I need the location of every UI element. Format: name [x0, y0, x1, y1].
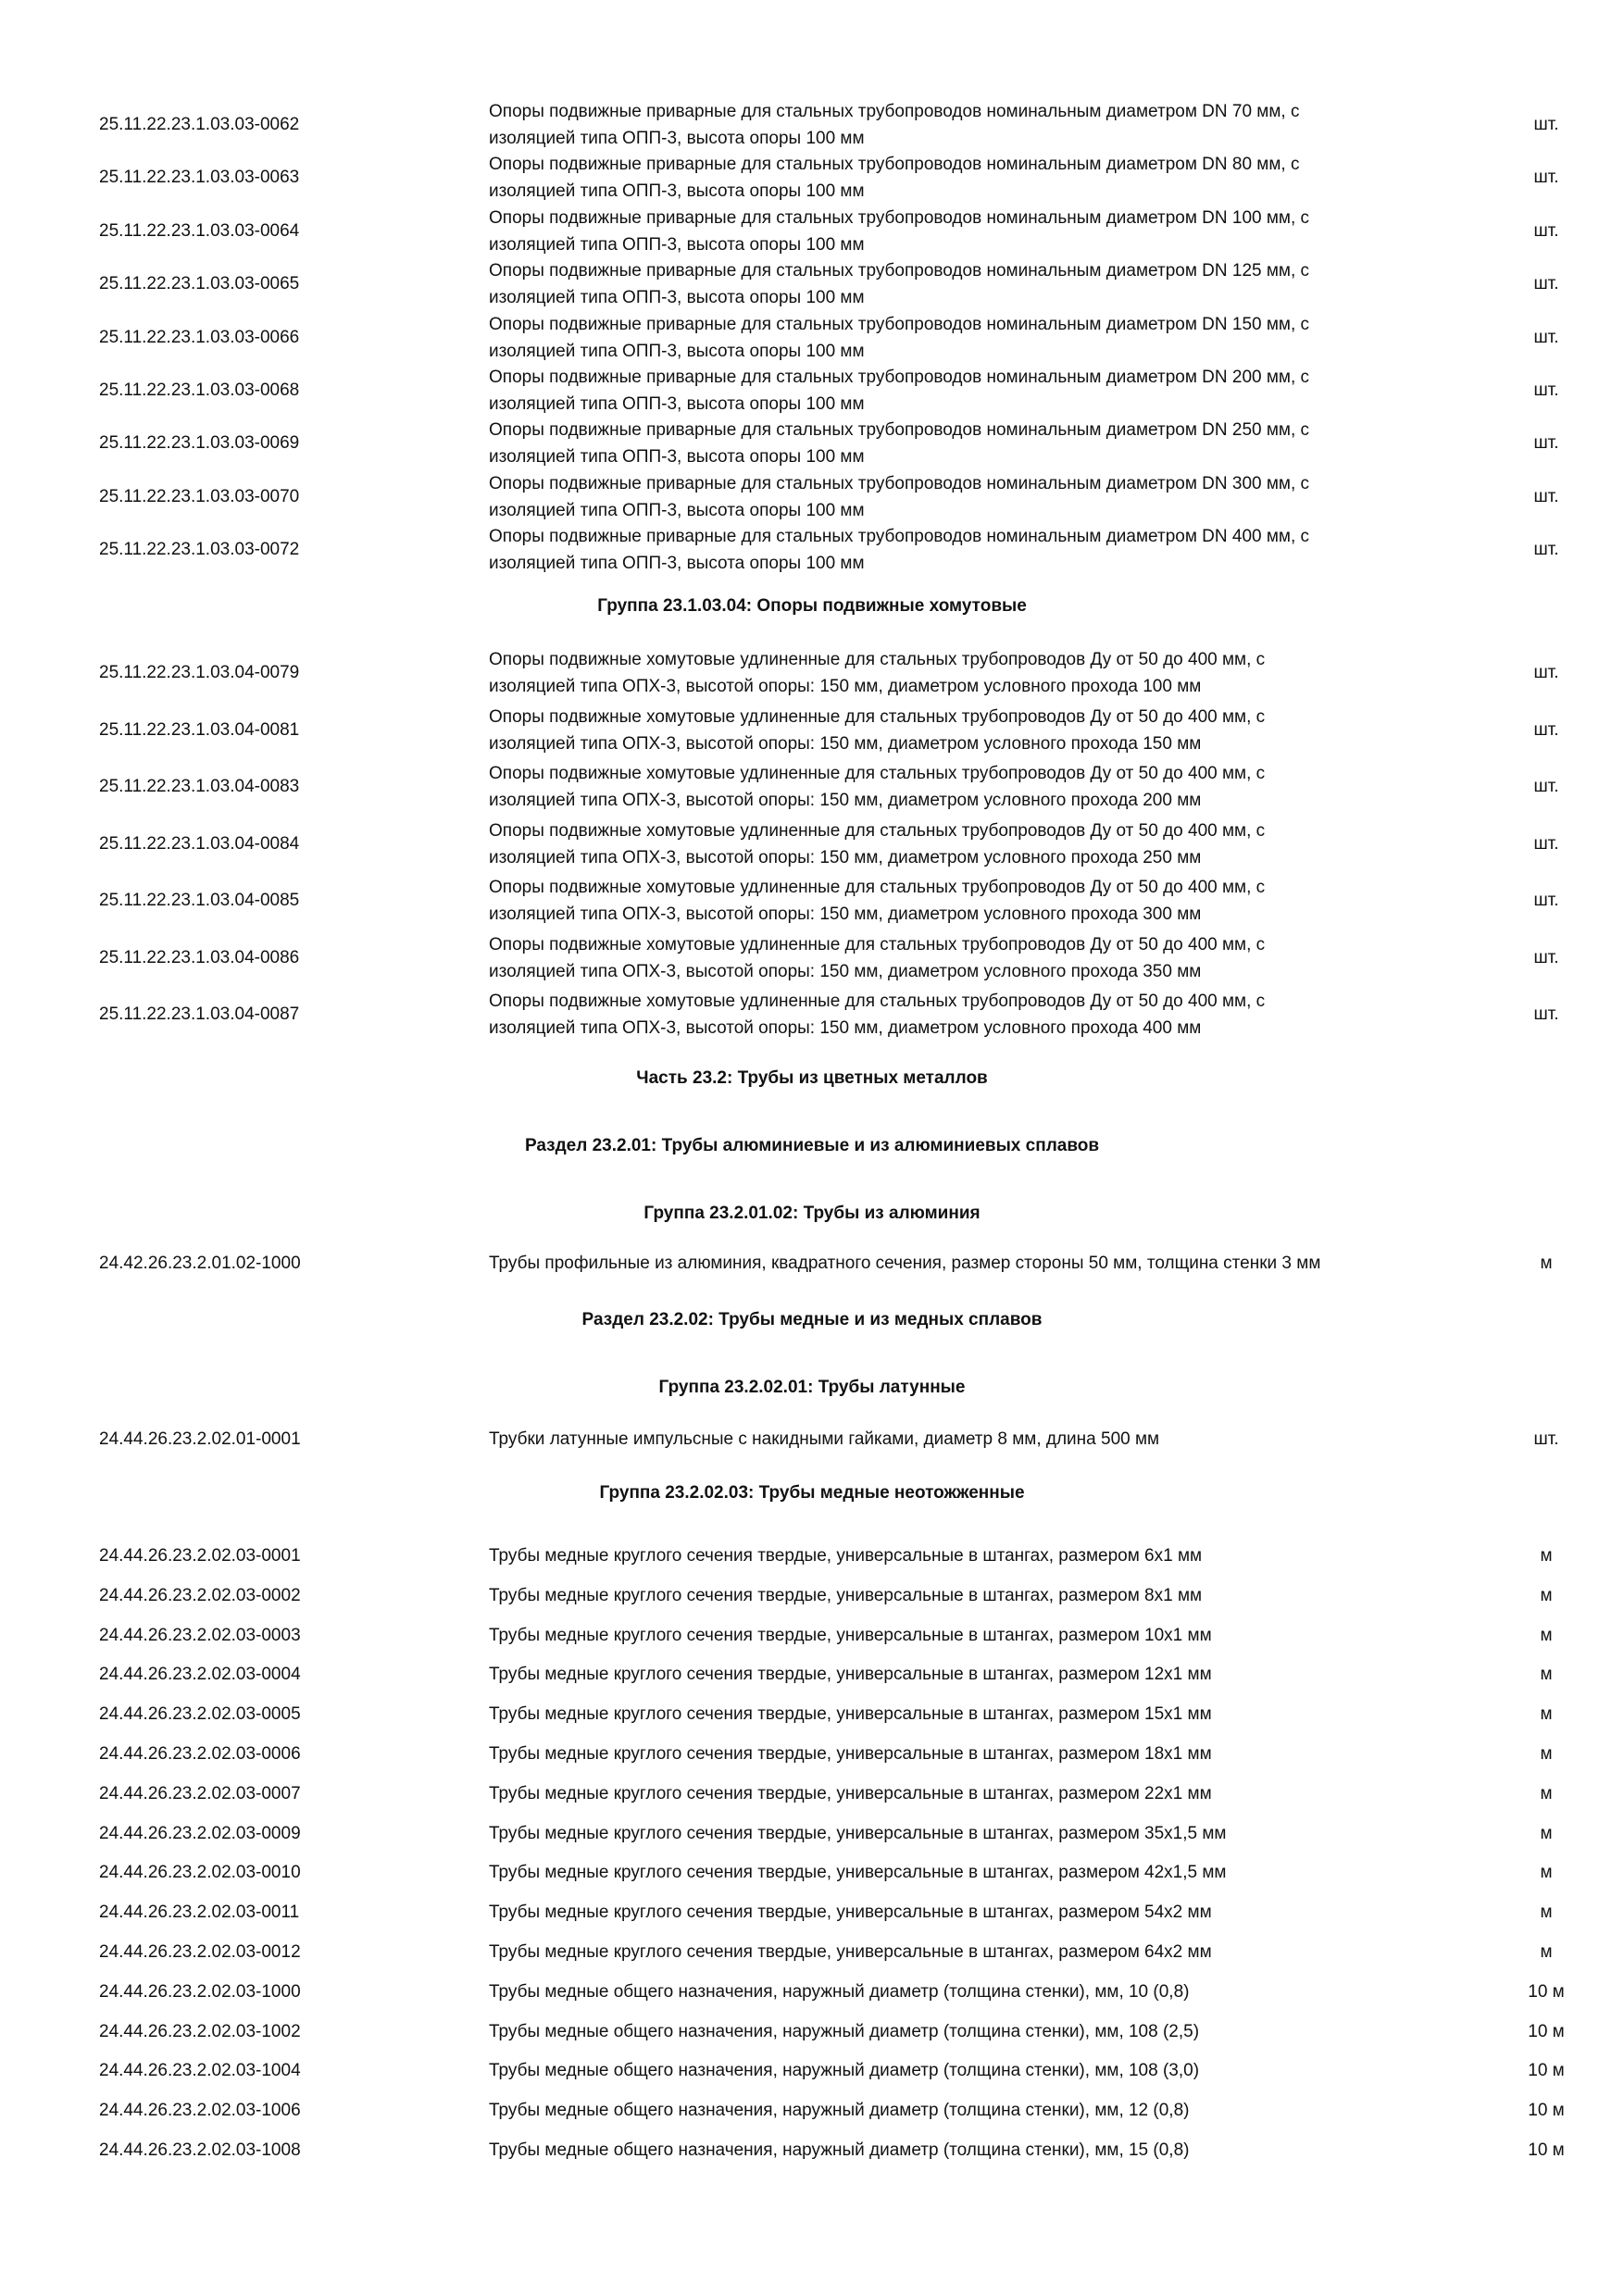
item-unit: м — [1540, 1625, 1553, 1645]
item-name-line: Опоры подвижные хомутовые удлиненные для стальных трубопроводов Ду от 50 до 400 мм, с — [489, 706, 1266, 727]
item-name-line: Трубы медные общего назначения, наружный диаметр (толщина стенки), мм, 108 (3,0) — [489, 2061, 1200, 2081]
item-name-line: Опоры подвижные приварные для стальных трубопроводов номинальным диаметром DN 125 мм, с — [489, 261, 1310, 281]
group-heading: Группа 23.2.02.03: Трубы медные неотожженные — [599, 1483, 1025, 1503]
item-name-line: изоляцией типа ОПП-3, высота опоры 100 мм — [489, 447, 865, 468]
item-code: 25.11.22.23.1.03.04-0086 — [99, 947, 300, 967]
item-code: 24.42.26.23.2.01.02-1000 — [99, 1254, 301, 1273]
item-name-line: Трубы медные круглого сечения твердые, универсальные в штангах, размером 22х1 мм — [489, 1783, 1212, 1803]
item-name-line: Опоры подвижные хомутовые удлиненные для стальных трубопроводов Ду от 50 до 400 мм, с — [489, 934, 1266, 955]
item-code: 25.11.22.23.1.03.04-0083 — [99, 777, 300, 796]
item-name-line: Трубы медные круглого сечения твердые, универсальные в штангах, размером 64х2 мм — [489, 1942, 1212, 1962]
item-name — [489, 2018, 1443, 2045]
part-heading: Часть 23.2: Трубы из цветных металлов — [636, 1068, 988, 1088]
item-name-line: Трубы медные общего назначения, наружный диаметр (толщина стенки), мм, 12 (0,8) — [489, 2101, 1190, 2121]
item-unit: шт. — [1533, 327, 1559, 347]
item-code: 24.44.26.23.2.02.03-1006 — [99, 2101, 301, 2121]
item-unit: шт. — [1533, 274, 1559, 294]
item-code: 24.44.26.23.2.02.03-0011 — [99, 1903, 300, 1923]
item-name — [489, 1859, 1443, 1886]
item-unit: шт. — [1533, 220, 1559, 241]
item-name-line: Опоры подвижные хомутовые удлиненные для стальных трубопроводов Ду от 50 до 400 мм, с — [489, 992, 1266, 1011]
item-code: 24.44.26.23.2.02.03-0009 — [99, 1823, 301, 1843]
item-name — [489, 1741, 1443, 1767]
item-unit: м — [1540, 1704, 1553, 1725]
item-name — [489, 988, 1443, 1042]
item-name-line: Опоры подвижные хомутовые удлиненные для стальных трубопроводов Ду от 50 до 400 мм, с — [489, 820, 1266, 841]
item-name-line: Трубы профильные из алюминия, квадратного сечения, размер стороны 50 мм, толщина стенки 3 мм — [489, 1254, 1321, 1273]
item-name-line: изоляцией типа ОПП-3, высота опоры 100 мм — [489, 288, 865, 308]
item-name — [489, 1542, 1443, 1569]
item-code: 25.11.22.23.1.03.03-0066 — [99, 327, 300, 347]
item-unit: м — [1540, 1903, 1553, 1923]
item-name — [489, 1820, 1443, 1847]
item-name-line: изоляцией типа ОПП-3, высота опоры 100 мм — [489, 500, 865, 520]
item-name — [489, 1780, 1443, 1807]
item-name — [489, 1661, 1443, 1688]
item-name-line: изоляцией типа ОПХ-3, высотой опоры: 150 мм, диаметром условного прохода 300 мм — [489, 905, 1202, 924]
group-heading: Группа 23.2.01.02: Трубы из алюминия — [643, 1204, 981, 1223]
item-name — [489, 1701, 1443, 1728]
item-unit: шт. — [1533, 115, 1559, 134]
item-code: 24.44.26.23.2.02.03-0005 — [99, 1704, 301, 1725]
item-name-line: изоляцией типа ОПХ-3, высотой опоры: 150 мм, диаметром условного прохода 100 мм — [489, 677, 1202, 696]
item-unit: шт. — [1533, 168, 1559, 188]
item-name-line: Трубы медные круглого сечения твердые, универсальные в штангах, размером 35х1,5 мм — [489, 1823, 1227, 1843]
item-name-line: изоляцией типа ОПХ-3, высотой опоры: 150 мм, диаметром условного прохода 250 мм — [489, 847, 1202, 867]
item-unit: м — [1540, 1585, 1553, 1605]
item-name-line: Опоры подвижные хомутовые удлиненные для стальных трубопроводов Ду от 50 до 400 мм, с — [489, 650, 1266, 669]
item-name-line: Опоры подвижные приварные для стальных трубопроводов номинальным диаметром DN 300 мм, с — [489, 473, 1310, 493]
item-unit: шт. — [1533, 891, 1559, 910]
item-name-line: Трубы медные круглого сечения твердые, универсальные в штангах, размером 8х1 мм — [489, 1585, 1203, 1605]
item-name-line: Трубы медные общего назначения, наружный диаметр (толщина стенки), мм, 10 (0,8) — [489, 1981, 1190, 2002]
item-code: 24.44.26.23.2.02.03-0001 — [99, 1546, 301, 1566]
item-code: 24.44.26.23.2.02.03-0006 — [99, 1744, 301, 1764]
item-name-line: Трубы медные круглого сечения твердые, универсальные в штангах, размером 15х1 мм — [489, 1704, 1212, 1725]
item-name-line: Опоры подвижные приварные для стальных трубопроводов номинальным диаметром DN 200 мм, с — [489, 368, 1310, 387]
item-code: 25.11.22.23.1.03.03-0072 — [99, 540, 300, 560]
item-name-line: Трубы медные круглого сечения твердые, универсальные в штангах, размером 12х1 мм — [489, 1665, 1212, 1685]
item-name-line: Трубы медные круглого сечения твердые, универсальные в штангах, размером 42х1,5 мм — [489, 1863, 1227, 1883]
item-name — [489, 470, 1443, 524]
item-name — [489, 760, 1443, 814]
item-unit: м — [1540, 1254, 1553, 1273]
item-code: 25.11.22.23.1.03.03-0064 — [99, 220, 300, 241]
item-code: 25.11.22.23.1.03.03-0062 — [99, 115, 300, 134]
group-heading: Группа 23.1.03.04: Опоры подвижные хомутовые — [597, 596, 1027, 616]
item-name-line: Опоры подвижные приварные для стальных трубопроводов номинальным диаметром DN 80 мм, с — [489, 155, 1300, 175]
item-name-line: Трубки латунные импульсные с накидными гайками, диаметр 8 мм, длина 500 мм — [489, 1429, 1160, 1449]
item-name-line: изоляцией типа ОПХ-3, высотой опоры: 150 мм, диаметром условного прохода 150 мм — [489, 733, 1202, 754]
item-code: 24.44.26.23.2.02.03-1008 — [99, 2140, 301, 2160]
item-name — [489, 523, 1443, 577]
item-code: 24.44.26.23.2.02.03-0007 — [99, 1783, 301, 1803]
item-unit: шт. — [1533, 663, 1559, 682]
item-code: 25.11.22.23.1.03.04-0084 — [99, 833, 300, 854]
item-code: 25.11.22.23.1.03.04-0085 — [99, 891, 300, 910]
item-name-line: Опоры подвижные приварные для стальных трубопроводов номинальным диаметром DN 70 мм, с — [489, 102, 1300, 121]
item-name — [489, 151, 1443, 205]
item-unit: 10 м — [1528, 2101, 1565, 2121]
item-unit: шт. — [1533, 777, 1559, 796]
item-name — [489, 874, 1443, 928]
item-name-line: Опоры подвижные приварные для стальных трубопроводов номинальным диаметром DN 150 мм, с — [489, 314, 1310, 334]
group-heading: Группа 23.2.02.01: Трубы латунные — [658, 1378, 966, 1397]
item-name-line: изоляцией типа ОПХ-3, высотой опоры: 150 мм, диаметром условного прохода 200 мм — [489, 791, 1202, 810]
item-name — [489, 1250, 1443, 1277]
item-code: 24.44.26.23.2.02.03-0012 — [99, 1942, 301, 1962]
item-name — [489, 1899, 1443, 1926]
item-unit: шт. — [1533, 833, 1559, 854]
item-code: 24.44.26.23.2.02.03-1000 — [99, 1981, 301, 2002]
item-name-line: Опоры подвижные приварные для стальных трубопроводов номинальным диаметром DN 250 мм, с — [489, 420, 1310, 441]
item-name — [489, 817, 1443, 871]
item-name-line: изоляцией типа ОПП-3, высота опоры 100 мм — [489, 181, 865, 202]
item-name-line: Трубы медные общего назначения, наружный диаметр (толщина стенки), мм, 108 (2,5) — [489, 2021, 1200, 2041]
item-unit: шт. — [1533, 486, 1559, 506]
item-code: 24.44.26.23.2.02.03-1002 — [99, 2021, 301, 2041]
item-unit: 10 м — [1528, 2140, 1565, 2160]
item-name-line: изоляцией типа ОПП-3, высота опоры 100 мм — [489, 554, 865, 574]
item-name — [489, 1622, 1443, 1649]
item-code: 24.44.26.23.2.02.03-1004 — [99, 2061, 301, 2081]
item-name-line: изоляцией типа ОПХ-3, высотой опоры: 150 мм, диаметром условного прохода 350 мм — [489, 961, 1202, 981]
item-code: 25.11.22.23.1.03.03-0063 — [99, 168, 300, 188]
item-name — [489, 1939, 1443, 1965]
item-name — [489, 2057, 1443, 2084]
item-name-line: Опоры подвижные приварные для стальных трубопроводов номинальным диаметром DN 100 мм, с — [489, 207, 1310, 228]
item-code: 24.44.26.23.2.02.03-0004 — [99, 1665, 301, 1685]
item-unit: шт. — [1533, 947, 1559, 967]
item-unit: м — [1540, 1863, 1553, 1883]
item-name-line: Опоры подвижные хомутовые удлиненные для стальных трубопроводов Ду от 50 до 400 мм, с — [489, 764, 1266, 783]
item-name — [489, 646, 1443, 700]
item-unit: шт. — [1533, 540, 1559, 560]
item-code: 25.11.22.23.1.03.04-0081 — [99, 719, 300, 740]
item-unit: м — [1540, 1942, 1553, 1962]
item-unit: м — [1540, 1546, 1553, 1566]
item-name-line: Опоры подвижные хомутовые удлиненные для стальных трубопроводов Ду от 50 до 400 мм, с — [489, 878, 1266, 897]
section-heading: Раздел 23.2.02: Трубы медные и из медных сплавов — [581, 1310, 1043, 1329]
item-unit: м — [1540, 1823, 1553, 1843]
item-code: 24.44.26.23.2.02.01-0001 — [99, 1429, 301, 1449]
item-name — [489, 1978, 1443, 2005]
item-name — [489, 1426, 1443, 1453]
item-name — [489, 364, 1443, 418]
item-code: 25.11.22.23.1.03.03-0070 — [99, 486, 300, 506]
item-code: 24.44.26.23.2.02.03-0010 — [99, 1863, 301, 1883]
item-unit: шт. — [1533, 719, 1559, 740]
item-name — [489, 417, 1443, 470]
item-name-line: Опоры подвижные приварные для стальных трубопроводов номинальным диаметром DN 400 мм, с — [489, 527, 1310, 547]
item-name — [489, 704, 1443, 757]
item-name — [489, 98, 1443, 152]
item-name — [489, 1582, 1443, 1609]
item-name-line: Трубы медные круглого сечения твердые, универсальные в штангах, размером 54х2 мм — [489, 1903, 1212, 1923]
item-unit: шт. — [1533, 1004, 1559, 1024]
item-name-line: изоляцией типа ОПХ-3, высотой опоры: 150 мм, диаметром условного прохода 400 мм — [489, 1018, 1202, 1038]
item-name — [489, 257, 1443, 311]
item-unit: шт. — [1533, 1429, 1559, 1449]
item-unit: шт. — [1533, 433, 1559, 454]
item-unit: шт. — [1533, 381, 1559, 400]
item-name-line: Трубы медные круглого сечения твердые, универсальные в штангах, размером 6х1 мм — [489, 1546, 1203, 1566]
item-unit: м — [1540, 1744, 1553, 1764]
item-code: 24.44.26.23.2.02.03-0003 — [99, 1625, 301, 1645]
item-name — [489, 2097, 1443, 2124]
item-name — [489, 205, 1443, 258]
item-code: 25.11.22.23.1.03.03-0068 — [99, 381, 300, 400]
item-name-line: Трубы медные круглого сечения твердые, универсальные в штангах, размером 10х1 мм — [489, 1625, 1212, 1645]
item-code: 25.11.22.23.1.03.04-0079 — [99, 663, 300, 682]
item-unit: м — [1540, 1665, 1553, 1685]
section-heading: Раздел 23.2.01: Трубы алюминиевые и из алюминиевых сплавов — [524, 1136, 1100, 1155]
item-unit: м — [1540, 1783, 1553, 1803]
item-code: 25.11.22.23.1.03.03-0065 — [99, 274, 300, 294]
item-name-line: изоляцией типа ОПП-3, высота опоры 100 мм — [489, 341, 865, 361]
item-name — [489, 931, 1443, 985]
item-unit: 10 м — [1528, 2061, 1565, 2081]
item-name-line: Трубы медные круглого сечения твердые, универсальные в штангах, размером 18х1 мм — [489, 1744, 1212, 1764]
item-name-line: изоляцией типа ОПП-3, высота опоры 100 мм — [489, 129, 865, 148]
item-code: 25.11.22.23.1.03.03-0069 — [99, 433, 300, 454]
item-code: 25.11.22.23.1.03.04-0087 — [99, 1004, 300, 1024]
item-unit: 10 м — [1528, 2021, 1565, 2041]
item-name-line: изоляцией типа ОПП-3, высота опоры 100 мм — [489, 234, 865, 255]
item-name — [489, 311, 1443, 365]
item-name-line: изоляцией типа ОПП-3, высота опоры 100 мм — [489, 394, 865, 414]
item-name-line: Трубы медные общего назначения, наружный диаметр (толщина стенки), мм, 15 (0,8) — [489, 2140, 1190, 2160]
item-name — [489, 2137, 1443, 2164]
item-unit: 10 м — [1528, 1981, 1565, 2002]
item-code: 24.44.26.23.2.02.03-0002 — [99, 1585, 301, 1605]
